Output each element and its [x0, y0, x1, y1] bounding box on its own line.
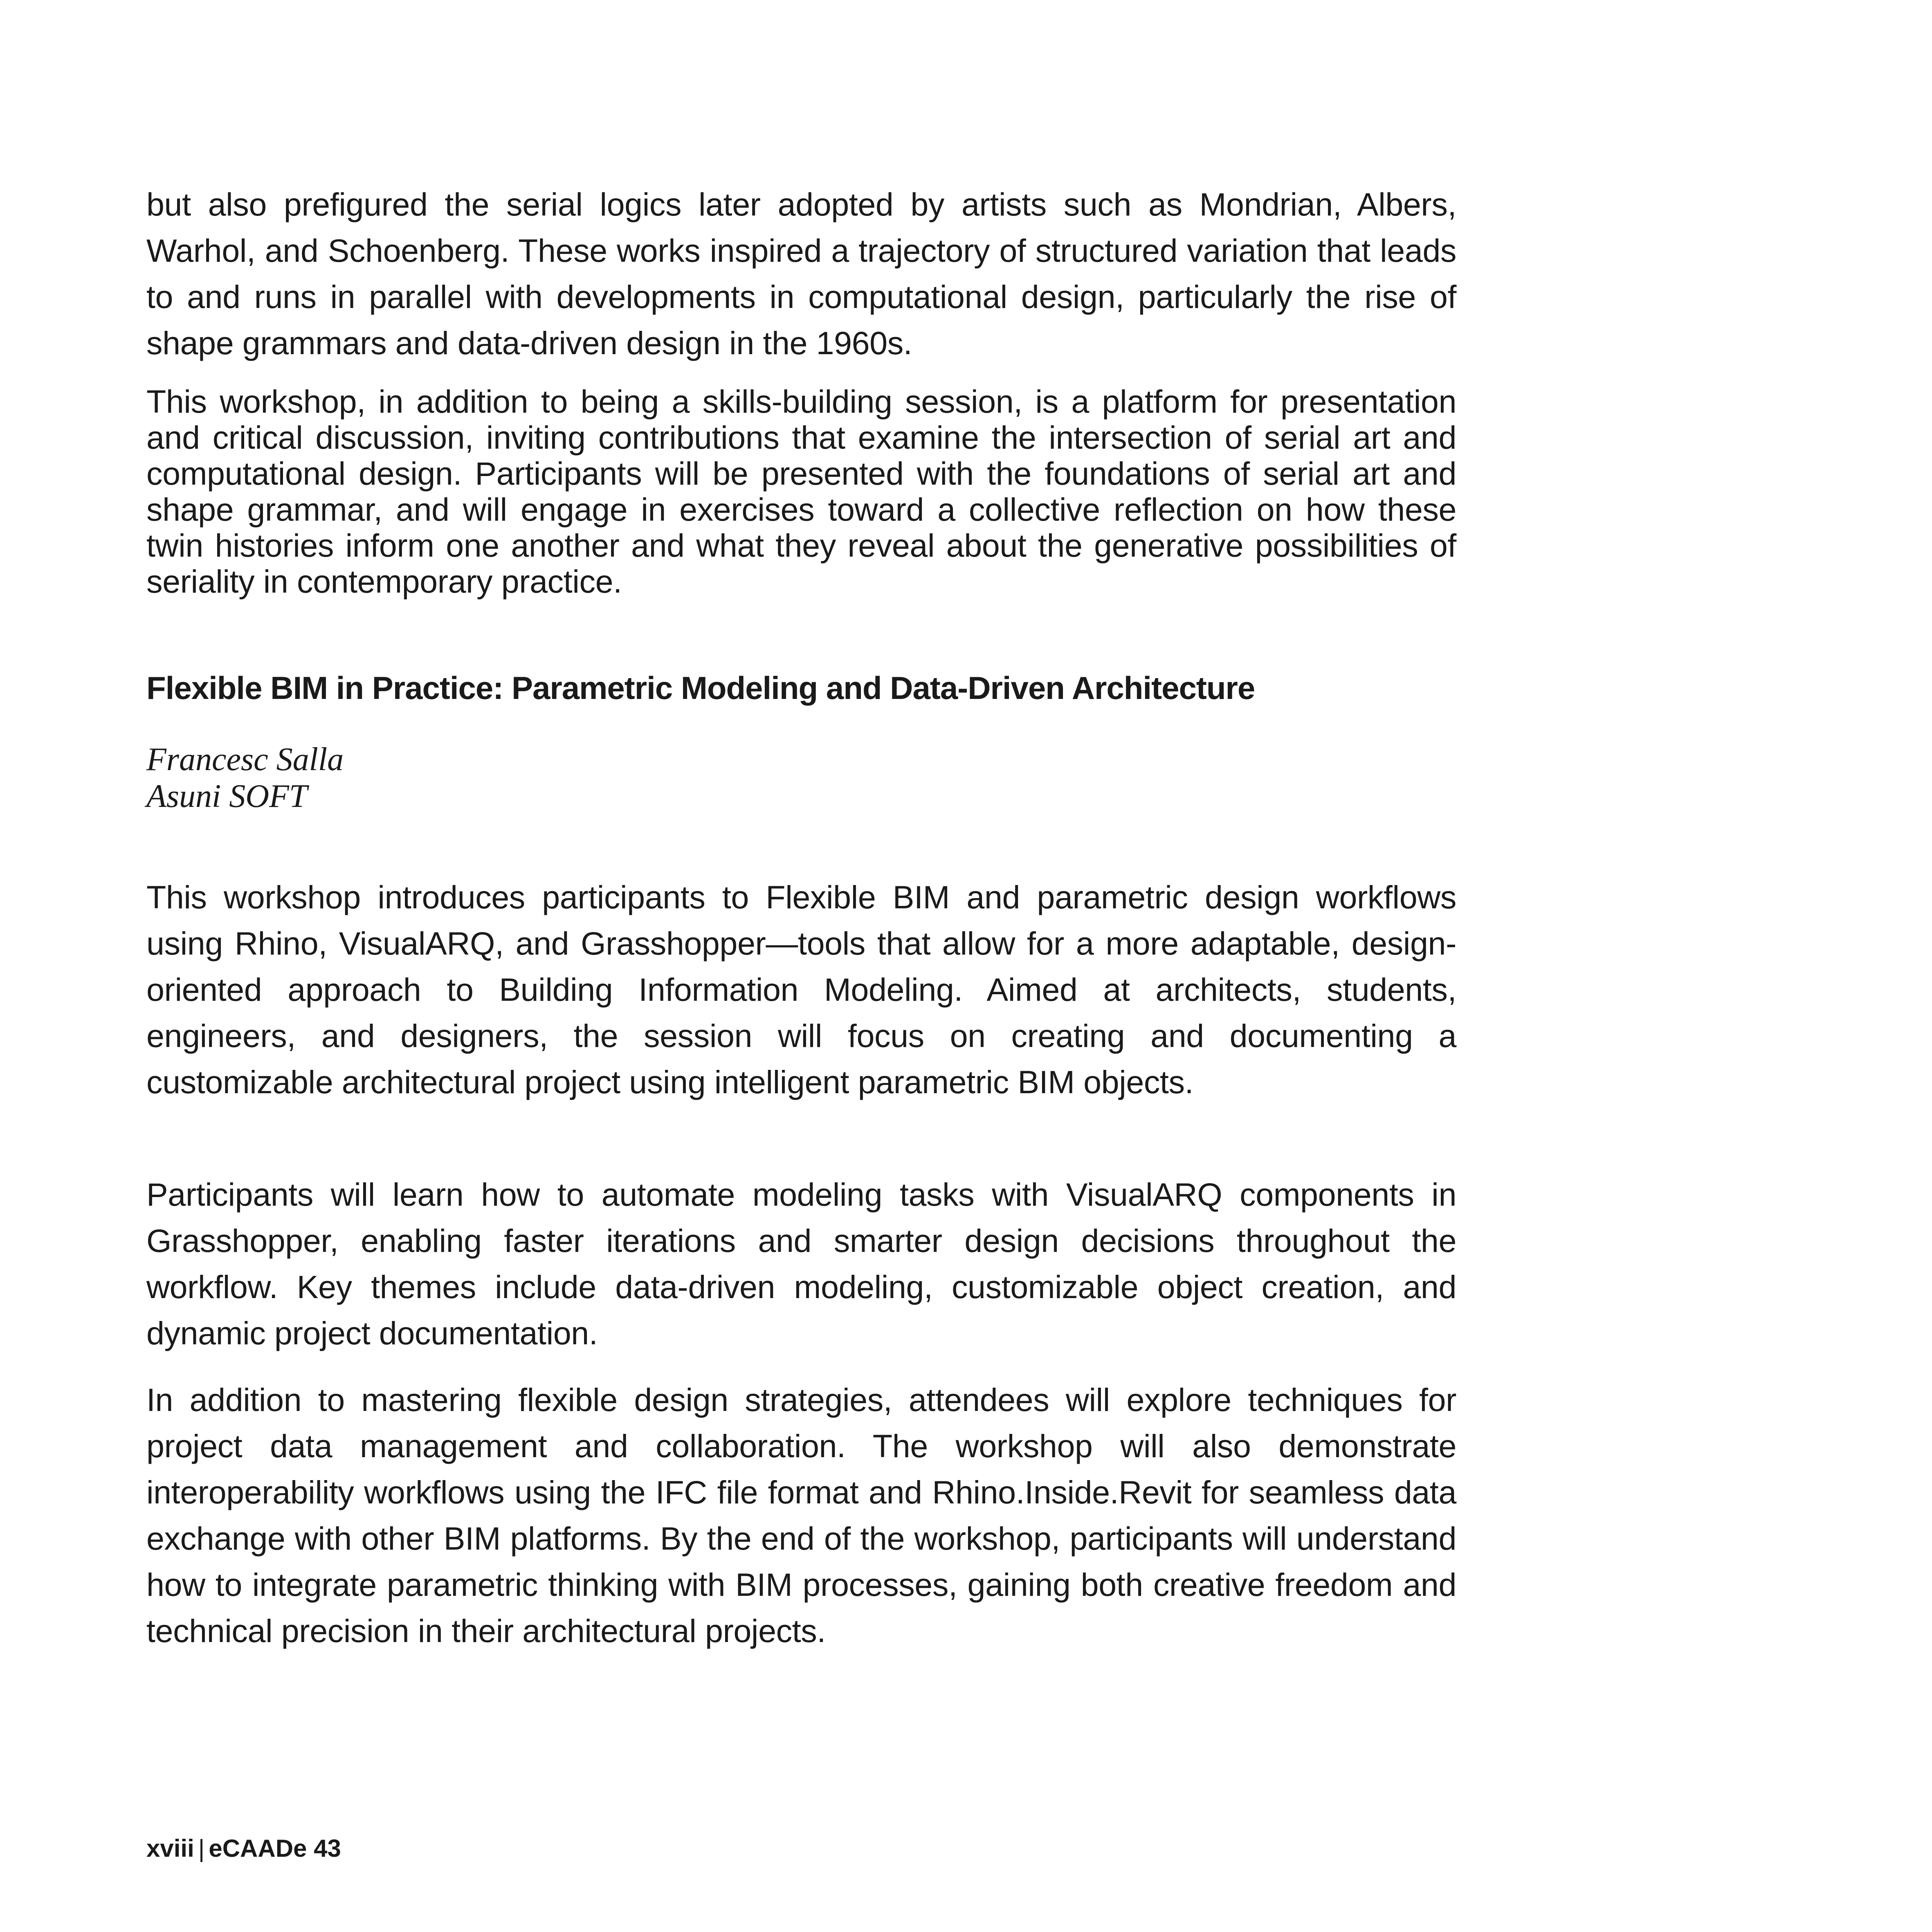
intro-paragraph-1: but also prefigured the serial logics later adopted by artists such as Mondrian, Albers, Warhol, and Schoenberg. These works inspired a trajectory of structured variation that leads to and runs in parallel with developments in computational design, particularly the rise of shape grammars and data-driven design in the 1960s. — [146, 186, 1456, 361]
intro-paragraph-2: This workshop, in addition to being a skills-building session, is a platform for presentation and critical discussion, inviting contributions that examine the intersection of serial art and computational design. Participants will be presented with the foundations of serial art and shape grammar, and will engage in exercises toward a collective reflection on how these twin histories inform one another and what they reveal about the generative possibilities of seriality in contemporary practice. — [146, 383, 1456, 600]
footer-separator: | — [198, 1835, 205, 1862]
page-footer — [146, 1832, 341, 1865]
author-name: Francesc Salla — [146, 741, 344, 777]
page-number: xviii — [146, 1835, 194, 1862]
workshop-paragraph-2: Participants will learn how to automate modeling tasks with VisualARQ components in Grasshopper, enabling faster iterations and smarter design decisions throughout the workflow. Key themes include data-driven modeling, customizable object creation, and dynamic project documentation. — [146, 1176, 1456, 1351]
author-block — [146, 741, 1456, 815]
workshop-title: Flexible BIM in Practice: Parametric Modeling and Data-Driven Architecture — [146, 670, 1255, 706]
publication-name: eCAADe 43 — [209, 1835, 341, 1862]
author-affiliation: Asuni SOFT — [146, 778, 308, 814]
workshop-paragraph-3: In addition to mastering flexible design strategies, attendees will explore techniques for project data management and collaboration. The workshop will also demonstrate interoperability workflows using the IFC file format and Rhino.Inside.Revit for seamless data exchange with other BIM platforms. By the end of the workshop, participants will understand how to integrate parametric thinking with BIM processes, gaining both creative freedom and technical precision in their architectural projects. — [146, 1382, 1456, 1649]
workshop-paragraph-1: This workshop introduces participants to Flexible BIM and parametric design workflows using Rhino, VisualARQ, and Grasshopper—tools that allow for a more adaptable, design-oriented approach to Building Information Modeling. Aimed at architects, students, engineers, and designers, the session will focus on creating and documenting a customizable architectural project using intelligent parametric BIM objects. — [146, 879, 1456, 1100]
